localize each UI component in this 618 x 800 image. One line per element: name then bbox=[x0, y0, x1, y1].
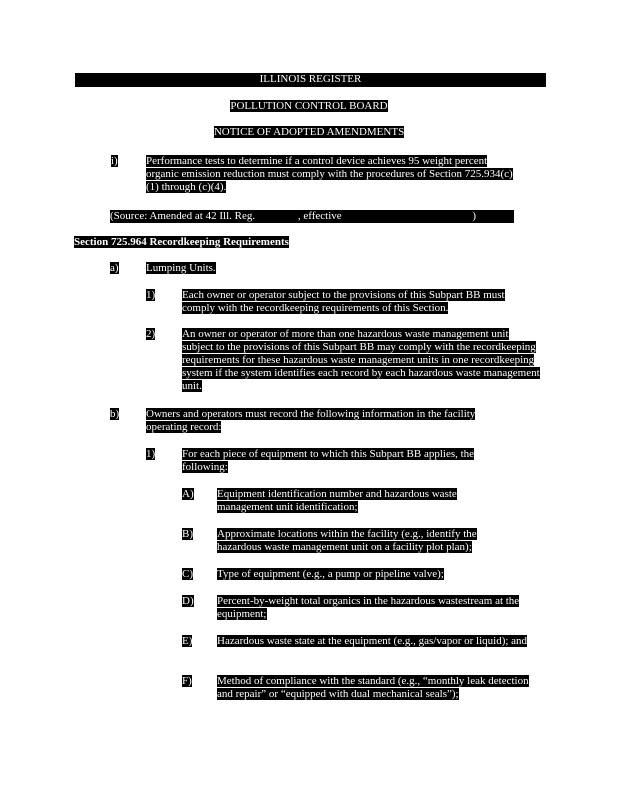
board-title: POLLUTION CONTROL BOARD bbox=[230, 100, 388, 112]
item-i-label: i) bbox=[111, 155, 118, 167]
item-b1-F-label: F) bbox=[182, 675, 192, 687]
item-a2-label: 2) bbox=[146, 328, 156, 340]
source-note: (Source: Amended at 42 Ill. Reg. , effective ) bbox=[110, 210, 514, 223]
item-b1-C-text: Type of equipment (e.g., a pump or pipeline valve); bbox=[217, 568, 444, 580]
item-b1-E-text: Hazardous waste state at the equipment (e.g., gas/vapor or liquid); and bbox=[217, 635, 528, 647]
item-a2-text: An owner or operator of more than one hazardous waste management unit subject to the provisions of this Subpart BB may comply with the recordkeeping requirements for these hazardous waste management units in one recordkeeping system if the system identifies each record by each hazardous waste management unit. bbox=[182, 328, 540, 392]
item-b1-A-text: Equipment identification number and hazardous waste management unit identification; bbox=[217, 488, 457, 513]
item-a1-text: Each owner or operator subject to the provisions of this Subpart BB must comply with the recordkeeping requirements of this Section. bbox=[182, 289, 505, 314]
item-b1-B-label: B) bbox=[182, 528, 193, 540]
item-a1-label: 1) bbox=[146, 289, 156, 301]
item-b1-A-label: A) bbox=[182, 488, 194, 500]
item-b1-F-text: Method of compliance with the standard (e.g., “monthly leak detection and repair” or “equipped with dual mechanical seals”); bbox=[217, 675, 529, 700]
item-i-text: Performance tests to determine if a control device achieves 95 weight percent organic emission reduction must comply with the procedures of Section 725.934(c)(1) through (c)(4). bbox=[146, 155, 513, 193]
item-a-label: a) bbox=[110, 262, 119, 274]
item-b1-text: For each piece of equipment to which this Subpart BB applies, the following: bbox=[182, 448, 475, 473]
item-b1-D-text: Percent-by-weight total organics in the hazardous wastestream at the equipment; bbox=[217, 595, 520, 620]
item-b1-B-text: Approximate locations within the facility (e.g., identify the hazardous waste management unit on a facility plot plan); bbox=[217, 528, 477, 553]
item-b1-label: 1) bbox=[146, 448, 156, 460]
item-b-label: b) bbox=[110, 408, 120, 420]
notice-title: NOTICE OF ADOPTED AMENDMENTS bbox=[213, 126, 405, 138]
register-title: ILLINOIS REGISTER bbox=[259, 73, 362, 85]
section-heading: Section 725.964 Recordkeeping Requirements bbox=[74, 236, 289, 248]
register-title-bar bbox=[75, 73, 546, 87]
item-b1-D-label: D) bbox=[182, 595, 194, 607]
item-a-text: Lumping Units. bbox=[146, 262, 216, 274]
item-b-text: Owners and operators must record the following information in the facility operating record: bbox=[146, 408, 476, 433]
item-b1-C-label: C) bbox=[182, 568, 193, 580]
item-b1-E-label: E) bbox=[182, 635, 193, 647]
